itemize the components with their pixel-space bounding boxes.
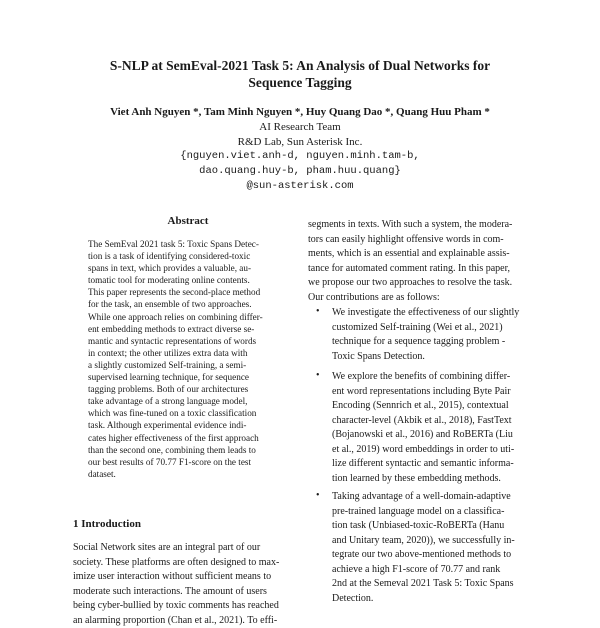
paragraph-line: segments in texts. With such a system, the modera- [308,218,538,233]
email-line: {nguyen.viet.anh-d, nguyen.minh.tam-b, [20,149,580,163]
abstract-line: which was fine-tuned on a toxic classification [88,407,288,419]
abstract-line: a slightly customized Self-training, a semi- [88,359,288,371]
title-line: S-NLP at SemEval-2021 Task 5: An Analysis of Dual Networks for [40,57,560,74]
email-line: dao.quang.huy-b, pham.huu.quang} [20,164,580,178]
bullet-line: We investigate the effectiveness of our slightly [332,306,537,321]
paragraph-line: tance for automated comment rating. In this paper, [308,262,538,277]
paragraph-line: Our contributions are as follows: [308,291,538,306]
abstract-line: dataset. [88,468,288,480]
intro-line: Social Network sites are an integral part of our [73,541,301,556]
abstract-line: task. Although experimental evidence indi- [88,419,288,431]
paragraph-line: we propose our two approaches to resolve the task. [308,276,538,291]
abstract-line: our best results of 70.77 F1-score on the test [88,456,288,468]
affiliation-team: AI Research Team [20,120,580,134]
abstract-line: tagging problems. Both of our architectures [88,383,288,395]
bullet-line: pre-trained language model on a classifica- [332,505,537,520]
abstract-line: While one approach relies on combining differ- [88,311,288,323]
bullet-line: tegrate our two above-mentioned methods to [332,548,537,563]
bullet-marker: • [316,370,320,381]
bullet-marker: • [316,490,320,501]
intro-line: imize user interaction without sufficient means to [73,570,301,585]
abstract-line: than the second one, combining them leads to [88,444,288,456]
abstract-line: tomatic tool for moderating online contents. [88,274,288,286]
bullet-line: Toxic Spans Detection. [332,350,537,365]
abstract-line: for the task, an ensemble of two approaches. [88,298,288,310]
bullet-line: We explore the benefits of combining differ- [332,370,537,385]
paper-title [40,57,560,91]
bullet-line: tion task (Unbiased-toxic-RoBERTa (Hanu [332,519,537,534]
bullet-line: tion learned by these embedding methods. [332,472,537,487]
bullet-line: ent word representations including Byte Pair [332,385,537,400]
title-line: Sequence Tagging [40,74,560,91]
authors: Viet Anh Nguyen *, Tam Minh Nguyen *, Huy Quang Dao *, Quang Huu Pham * [20,105,580,119]
right-column-paragraph [308,218,538,305]
bullet-line: 2nd at the Semeval 2021 Task 5: Toxic Spans [332,577,537,592]
contribution-item [332,370,537,486]
bullet-line: lize different syntactic and semantic informa- [332,457,537,472]
bullet-line: Detection. [332,592,537,607]
bullet-line: Encoding (Sennrich et al., 2015), contextual [332,399,537,414]
introduction-body [73,541,301,628]
abstract-line: This paper represents the second-place method [88,286,288,298]
email-line: @sun-asterisk.com [20,179,580,193]
intro-line: society. These platforms are often designed to max- [73,556,301,571]
paragraph-line: ments, which is an essential and explainable assis- [308,247,538,262]
abstract-line: tion is a task of identifying considered-toxic [88,250,288,262]
contribution-item [332,490,537,606]
abstract-heading: Abstract [88,215,288,227]
bullet-line: character-level (Akbik et al., 2018), FastText [332,414,537,429]
abstract-line: in context; the other utilizes extra data with [88,347,288,359]
abstract-line: take advantage of a strong language model, [88,395,288,407]
bullet-line: customized Self-training (Wei et al., 2021) [332,321,537,336]
bullet-line: achieve a high F1-score of 70.77 and rank [332,563,537,578]
bullet-line: (Bojanowski et al., 2016) and RoBERTa (Liu [332,428,537,443]
abstract-body [88,238,288,480]
intro-line: an alarming proportion (Chan et al., 2021). To effi- [73,614,301,628]
abstract-line: supervised learning technique, for sequence [88,371,288,383]
abstract-line: mantic and syntactic representations of words [88,335,288,347]
abstract-line: spans in text, which provides a valuable, au- [88,262,288,274]
bullet-line: Taking advantage of a well-domain-adaptive [332,490,537,505]
bullet-line: et al., 2019) word embeddings in order to uti- [332,443,537,458]
paragraph-line: tors can easily highlight offensive words in com- [308,233,538,248]
abstract-line: The SemEval 2021 task 5: Toxic Spans Detec- [88,238,288,250]
section-heading-introduction: 1 Introduction [73,518,141,530]
bullet-line: and Unitary team, 2020)), we successfully in- [332,534,537,549]
abstract-line: ent embedding methods to extract diverse se- [88,323,288,335]
intro-line: moderate such interactions. The amount of users [73,585,301,600]
intro-line: being cyber-bullied by toxic comments has reached [73,599,301,614]
affiliation-org: R&D Lab, Sun Asterisk Inc. [20,135,580,149]
bullet-marker: • [316,306,320,317]
contribution-item [332,306,537,364]
bullet-line: technique for a sequence tagging problem - [332,335,537,350]
abstract-line: cates higher effectiveness of the first approach [88,432,288,444]
